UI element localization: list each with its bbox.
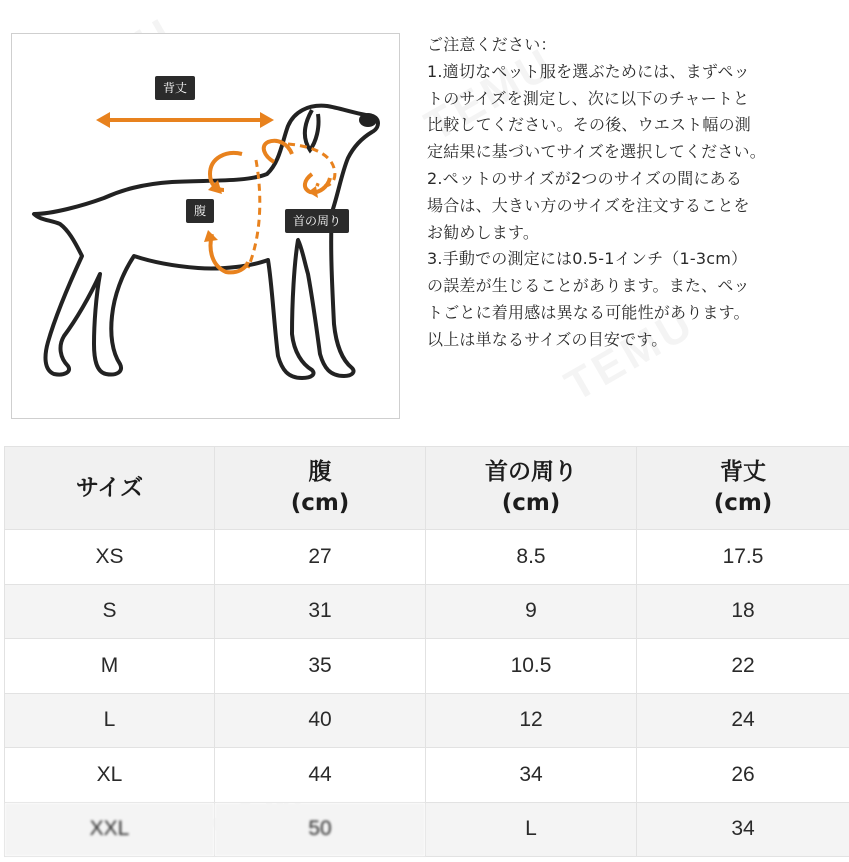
belly-cell: 44 bbox=[215, 748, 426, 803]
header-neck: 首の周り (cm) bbox=[426, 447, 637, 530]
neck-cell: 12 bbox=[426, 693, 637, 748]
belly-cell: 50 bbox=[215, 802, 426, 857]
size-chart-table bbox=[4, 446, 849, 857]
belly-cell: 35 bbox=[215, 639, 426, 694]
size-cell: XS bbox=[5, 530, 215, 585]
neck-cell: L bbox=[426, 802, 637, 857]
size-cell: S bbox=[5, 584, 215, 639]
back-length-label: 背丈 bbox=[155, 76, 195, 100]
header-back-length: 背丈 (cm) bbox=[637, 447, 849, 530]
table-header-row bbox=[5, 447, 849, 530]
notes-line: 3.手動での測定には0.5-1インチ（1-3cm） bbox=[427, 246, 847, 273]
notes-line: 以上は単なるサイズの目安です。 bbox=[427, 327, 847, 354]
table-row bbox=[5, 530, 849, 585]
notes-line: 定結果に基づいてサイズを選択してください。 bbox=[427, 139, 847, 166]
measurement-diagram bbox=[11, 33, 400, 419]
back-length-cell: 22 bbox=[637, 639, 849, 694]
table-row bbox=[5, 748, 849, 803]
back-length-cell: 18 bbox=[637, 584, 849, 639]
notes-line: 場合は、大きい方のサイズを注文することを bbox=[427, 193, 847, 220]
table-row bbox=[5, 693, 849, 748]
header-size: サイズ bbox=[5, 447, 215, 530]
back-length-cell: 24 bbox=[637, 693, 849, 748]
table-row bbox=[5, 639, 849, 694]
size-notes bbox=[427, 32, 847, 354]
size-cell: XL bbox=[5, 748, 215, 803]
notes-line: ご注意ください： bbox=[427, 32, 847, 59]
size-cell: XXL bbox=[5, 802, 215, 857]
header-belly: 腹 (cm) bbox=[215, 447, 426, 530]
back-length-cell: 34 bbox=[637, 802, 849, 857]
table-row bbox=[5, 802, 849, 857]
notes-line: 2.ペットのサイズが2つのサイズの間にある bbox=[427, 166, 847, 193]
size-cell: M bbox=[5, 639, 215, 694]
neck-cell: 10.5 bbox=[426, 639, 637, 694]
belly-cell: 40 bbox=[215, 693, 426, 748]
notes-line: の誤差が生じることがあります。また、ペッ bbox=[427, 273, 847, 300]
back-length-cell: 26 bbox=[637, 748, 849, 803]
back-length-cell: 17.5 bbox=[637, 530, 849, 585]
notes-line: 1.適切なペット服を選ぶためには、まずペッ bbox=[427, 59, 847, 86]
notes-line: トごとに着用感は異なる可能性があります。 bbox=[427, 300, 847, 327]
notes-line: 比較してください。その後、ウエスト幅の測 bbox=[427, 112, 847, 139]
neck-cell: 8.5 bbox=[426, 530, 637, 585]
table-row bbox=[5, 584, 849, 639]
notes-line: トのサイズを測定し、次に以下のチャートと bbox=[427, 86, 847, 113]
neck-cell: 9 bbox=[426, 584, 637, 639]
size-cell: L bbox=[5, 693, 215, 748]
belly-cell: 31 bbox=[215, 584, 426, 639]
neck-cell: 34 bbox=[426, 748, 637, 803]
belly-cell: 27 bbox=[215, 530, 426, 585]
notes-line: お勧めします。 bbox=[427, 220, 847, 247]
neck-label: 首の周り bbox=[285, 209, 349, 233]
belly-label: 腹 bbox=[186, 199, 214, 223]
